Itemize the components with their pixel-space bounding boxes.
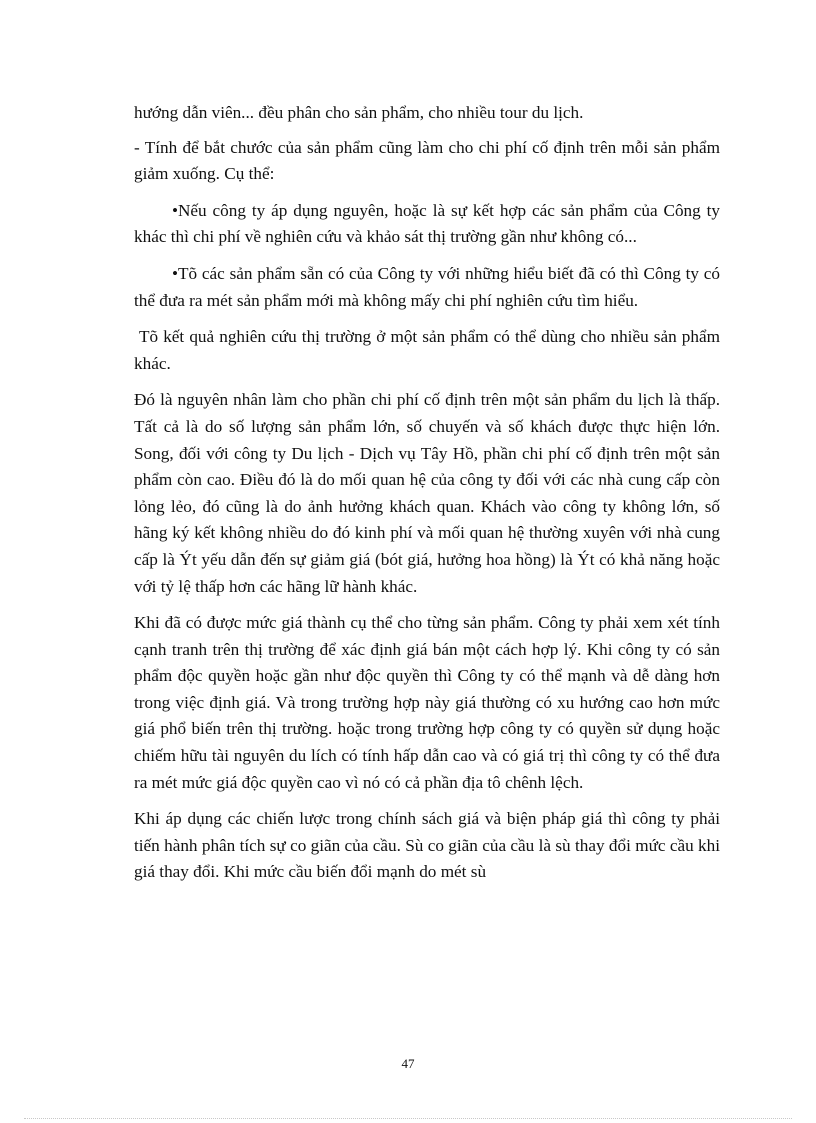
page-body	[134, 100, 720, 896]
bullet-item-1: •Nếu công ty áp dụng nguyên, hoặc là sự kết hợp các sản phẩm của Công ty khác thì chi phí về nghiên cứu và khảo sát thị trường gần như không có...	[134, 200, 720, 247]
page-bottom-divider	[24, 1118, 792, 1119]
paragraph-fixed-cost-reason: Đó là nguyên nhân làm cho phần chi phí cố định trên một sản phẩm du lịch là thấp. Tất cả là do số lượng sản phẩm lớn, số chuyến và số khách được thực hiện lớn. Song, đối với công ty Du lịch - Dịch vụ Tây Hồ, phần chi phí cố định trên một sản phẩm còn cao. Điều đó là do mối quan hệ của công ty đối với các nhà cung cấp còn lỏng lẻo, đó cũng là do ảnh hưởng khách quan. Khách vào công ty không lớn, số hãng ký kết không nhiều do đó kinh phí và mối quan hệ thường xuyên với nhà cung cấp là Ýt yếu dẫn đến sự giảm giá (bót giá, hưởng hoa hồng) là Ýt có khả năng hoặc với tỷ lệ thấp hơn các hãng lữ hành khác.	[134, 390, 720, 596]
page-number: 47	[401, 1056, 415, 1071]
paragraph-intro-line: hướng dẫn viên... đều phân cho sản phẩm, cho nhiều tour du lịch.	[134, 103, 584, 122]
paragraph-pricing-competition: Khi đã có được mức giá thành cụ thể cho từng sản phẩm. Công ty phải xem xét tính cạnh tranh trên thị trường để xác định giá bán một cách hợp lý. Khi công ty có sản phẩm độc quyền hoặc gần như độc quyền thì Công ty có thể mạnh và dễ dàng hơn trong việc định giá. Và trong trường hợp này giá thường có xu hướng cao hơn mức giá phổ biến trên thị trường. hoặc trong trường hợp công ty có quyền sử dụng hoặc chiếm hữu tài nguyên du lích có tính hấp dẫn cao và có giá trị thì công ty có thể đưa ra mét mức giá độc quyền cao vì nó có cả phần địa tô chênh lệch.	[134, 613, 720, 792]
paragraph-imitation: - Tính để bắt chước của sản phẩm cũng làm cho chi phí cố định trên mỗi sản phẩm giảm xuống. Cụ thể:	[134, 137, 720, 184]
paragraph-research-results: Tõ kết quả nghiên cứu thị trường ở một sản phẩm có thể dùng cho nhiều sản phẩm khác.	[134, 327, 720, 373]
paragraph-demand-elasticity: Khi áp dụng các chiến lược trong chính sách giá và biện pháp giá thì công ty phải tiến hành phân tích sự co giãn của cầu. Sù co giãn của cầu là sù thay đổi mức cầu khi giá thay đổi. Khi mức cầu biến đổi mạnh do mét sù	[134, 809, 720, 882]
bullet-item-2: •Tõ các sản phẩm sẵn có của Công ty với những hiểu biết đã có thì Công ty có thể đưa ra mét sản phẩm mới mà không mấy chi phí nghiên cứu tìm hiểu.	[134, 263, 720, 310]
